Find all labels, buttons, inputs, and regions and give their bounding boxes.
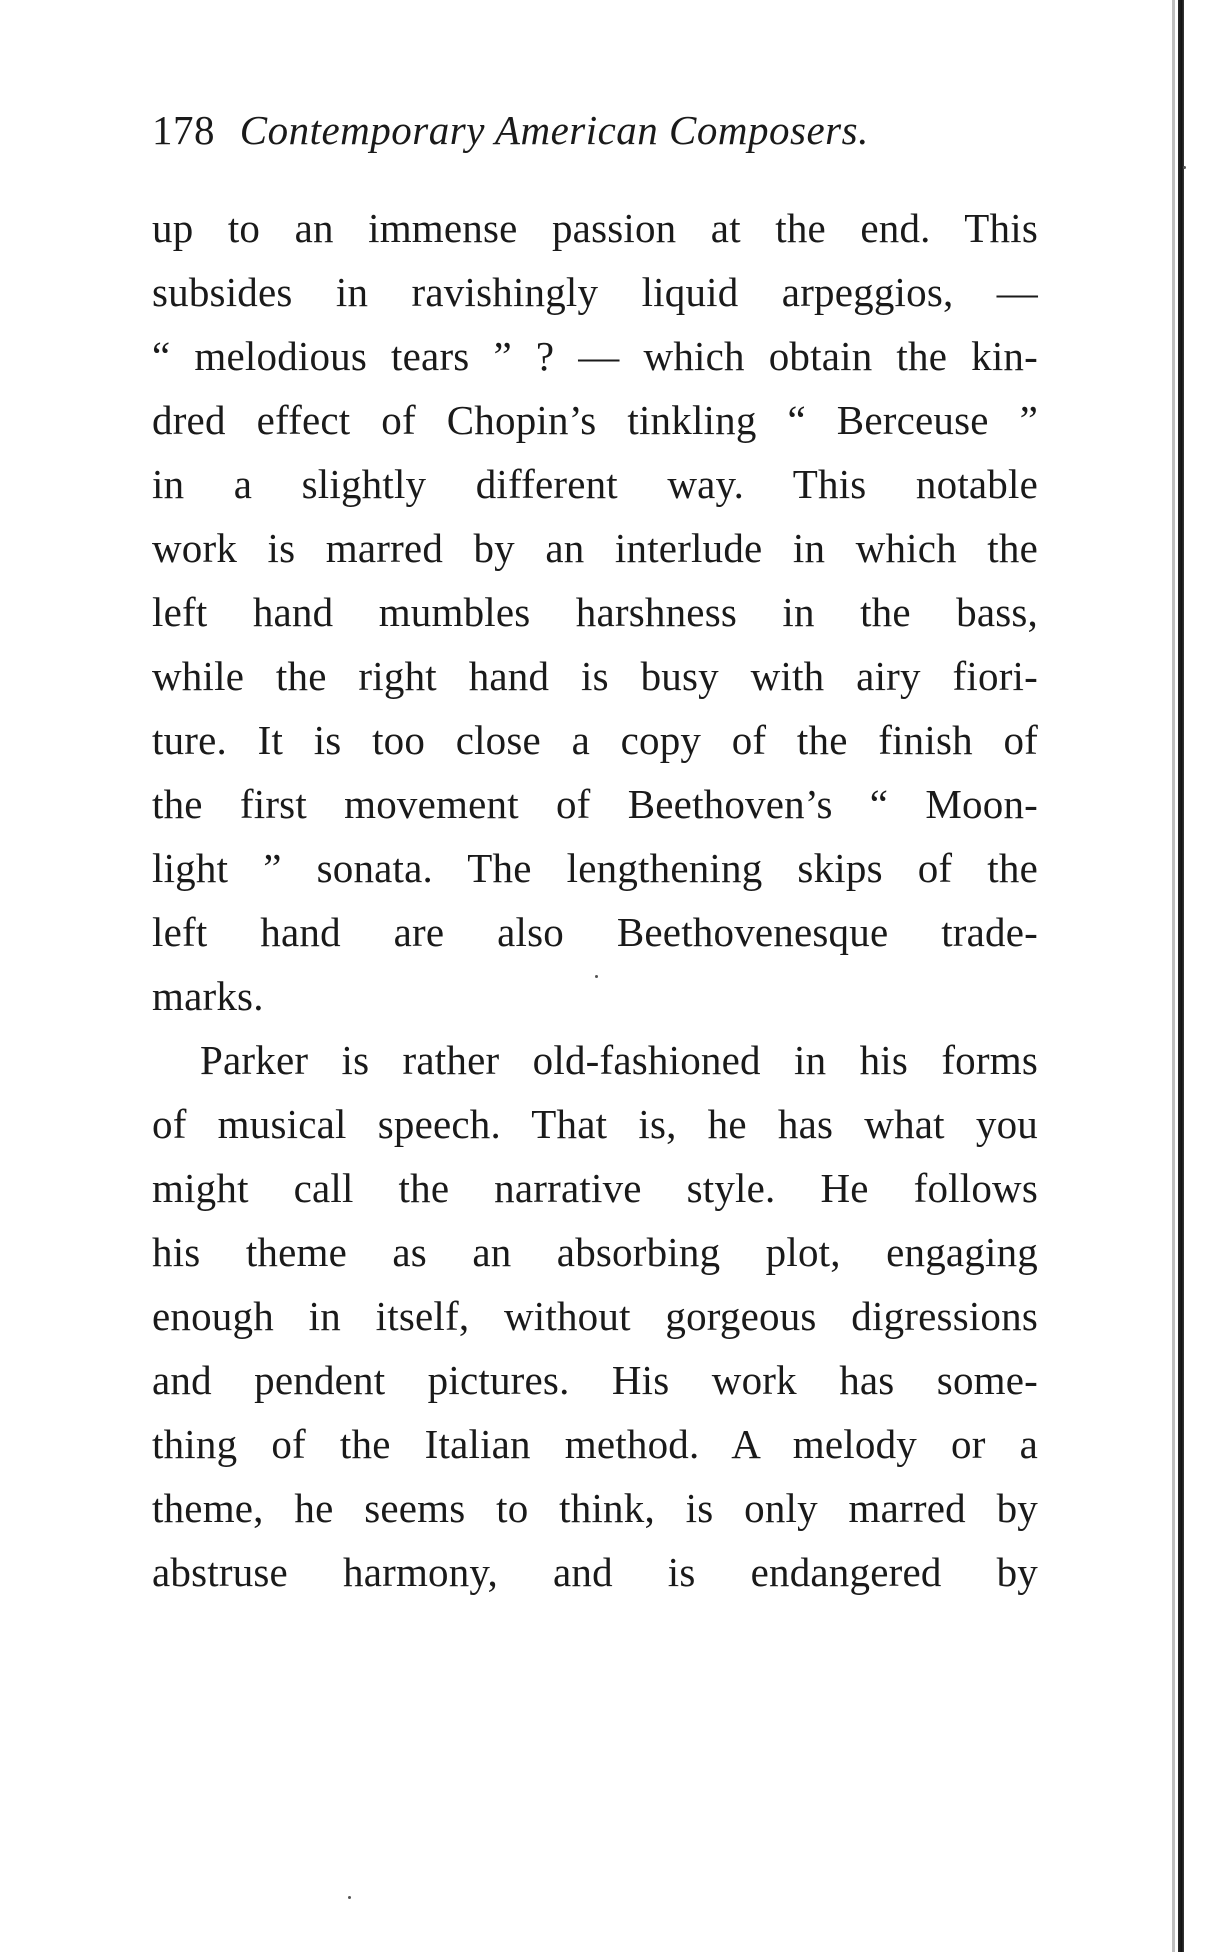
text-line: thing of the Italian method. A melody or a (152, 1421, 1038, 1467)
text-line: in a slightly different way. This notable (152, 461, 1038, 507)
paragraph-first-line: Parker is rather old-fashioned in his forms (200, 1037, 1038, 1083)
text-line: enough in itself, without gorgeous digressions (152, 1293, 1038, 1339)
text-line: “ melodious tears ” ? — which obtain the kin- (152, 333, 1038, 379)
text-line: marks. (152, 973, 264, 1019)
text-line: and pendent pictures. His work has some- (152, 1357, 1038, 1403)
text-line: of musical speech. That is, he has what you (152, 1101, 1038, 1147)
paper-speck (348, 1896, 351, 1899)
text-line: while the right hand is busy with airy fiori- (152, 653, 1038, 699)
running-title: Contemporary American Composers. (239, 107, 869, 153)
text-line: up to an immense passion at the end. This (152, 205, 1038, 251)
text-line: light ” sonata. The lengthening skips of the (152, 845, 1038, 891)
text-line: left hand are also Beethovenesque trade- (152, 909, 1038, 955)
text-line: might call the narrative style. He follows (152, 1165, 1038, 1211)
text-line: his theme as an absorbing plot, engaging (152, 1229, 1038, 1275)
text-line: abstruse harmony, and is endangered by (152, 1549, 1038, 1595)
page-number: 178 (152, 107, 215, 153)
paper-speck (595, 975, 598, 978)
text-line: dred effect of Chopin’s tinkling “ Berceuse ” (152, 397, 1038, 443)
page-edge-rule (1178, 0, 1184, 1952)
text-line: ture. It is too close a copy of the finish of (152, 717, 1038, 763)
binding-shadow (1172, 0, 1175, 1952)
text-line: subsides in ravishingly liquid arpeggios, — (152, 269, 1038, 315)
text-line: work is marred by an interlude in which the (152, 525, 1038, 571)
text-line: left hand mumbles harshness in the bass, (152, 589, 1038, 635)
text-line: theme, he seems to think, is only marred by (152, 1485, 1038, 1531)
body-text (152, 196, 1038, 1604)
running-head (152, 104, 1052, 156)
paper-speck (1183, 166, 1186, 169)
text-line: the first movement of Beethoven’s “ Moon- (152, 781, 1038, 827)
